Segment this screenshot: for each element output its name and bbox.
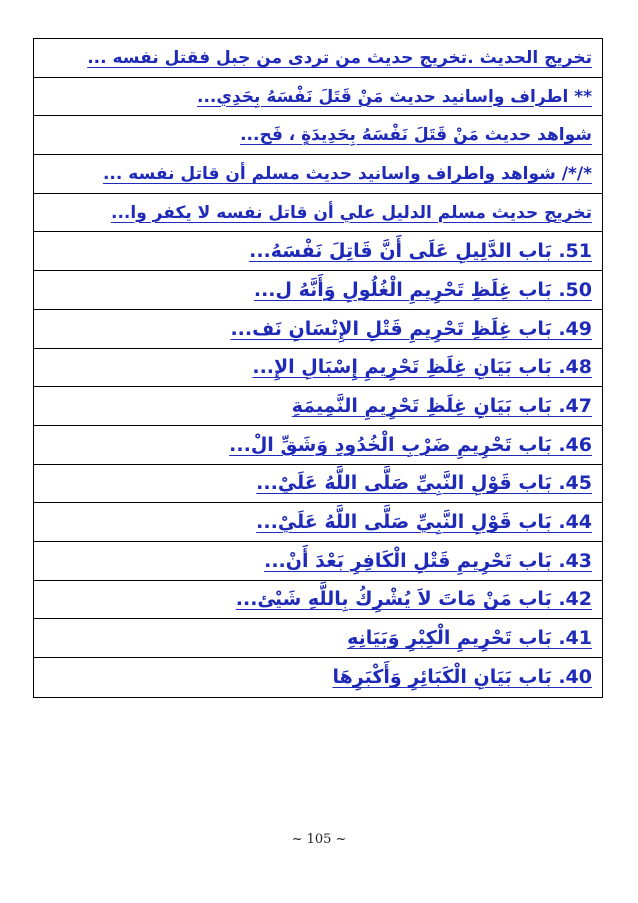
toc-row <box>34 349 602 388</box>
toc-row <box>34 581 602 620</box>
toc-row <box>34 194 602 233</box>
toc-link[interactable]: 43. بَاب تَحْرِيمِ قَتْلِ الْكَافِرِ بَعْدَ أَنْ... <box>264 549 592 572</box>
toc-row <box>34 426 602 465</box>
toc-link[interactable]: 41. بَاب تَحْرِيمِ الْكِبْرِ وَبَيَانِهِ <box>347 627 592 650</box>
table-of-contents <box>33 38 603 698</box>
toc-link[interactable]: */*/ شواهد واطراف واسانيد حديث مسلم أن قاتل نفسه ... <box>102 163 592 184</box>
toc-link[interactable]: 45. بَاب قَوْلِ النَّبِيِّ صَلَّى اللَّهُ عَلَيْ... <box>256 472 592 495</box>
toc-link[interactable]: 51. بَاب الدَّلِيلِ عَلَى أَنَّ قَاتِلَ نَفْسَهُ... <box>249 240 592 263</box>
toc-row <box>34 155 602 194</box>
toc-row <box>34 658 602 697</box>
toc-row <box>34 78 602 117</box>
toc-row <box>34 310 602 349</box>
toc-row <box>34 271 602 310</box>
toc-link[interactable]: 44. بَاب قَوْلِ النَّبِيِّ صَلَّى اللَّهُ عَلَيْ... <box>256 511 592 534</box>
page-number: ~ 105 ~ <box>291 832 347 847</box>
toc-link[interactable]: تخريج الحديث .تخريج حديث من تردى من جبل فقتل نفسه ... <box>87 47 592 68</box>
toc-link[interactable]: 46. بَاب تَحْرِيمِ ضَرْبِ الْخُدُودِ وَشَقِّ الْ... <box>229 433 592 456</box>
toc-link[interactable]: تخريج حديث مسلم الدليل علي أن قاتل نفسه لا يكفر وا... <box>111 202 592 223</box>
toc-link[interactable]: 42. بَاب مَنْ مَاتَ لاَ يُشْرِكُ بِاللَّهِ شَيْئ... <box>235 588 592 611</box>
toc-row <box>34 619 602 658</box>
toc-row <box>34 387 602 426</box>
toc-row <box>34 116 602 155</box>
toc-row <box>34 465 602 504</box>
toc-link[interactable]: ** اطراف واسانيد حديث مَنْ قَتَلَ نَفْسَهُ بِحَدِي... <box>197 86 592 107</box>
toc-link[interactable]: شواهد حديث مَنْ قَتَلَ نَفْسَهُ بِحَدِيدَةٍ ، فَح... <box>240 125 592 146</box>
toc-link[interactable]: 48. بَاب بَيَانِ غِلَظِ تَحْرِيمِ إِسْبَالِ الإِ... <box>252 356 592 379</box>
toc-row <box>34 39 602 78</box>
toc-link[interactable]: 40. بَاب بَيَانِ الْكَبَائِرِ وَأَكْبَرِهَا <box>332 666 592 689</box>
toc-link[interactable]: 50. بَاب غِلَظِ تَحْرِيمِ الْغُلُولِ وَأَنَّهُ ل... <box>253 278 592 301</box>
toc-link[interactable]: 49. بَاب غِلَظِ تَحْرِيمِ قَتْلِ الإِنْسَانِ نَف... <box>230 317 592 340</box>
toc-link[interactable]: 47. بَاب بَيَانِ غِلَظِ تَحْرِيمِ النَّمِيمَةِ <box>291 395 592 418</box>
toc-row <box>34 542 602 581</box>
toc-row <box>34 232 602 271</box>
toc-row <box>34 503 602 542</box>
